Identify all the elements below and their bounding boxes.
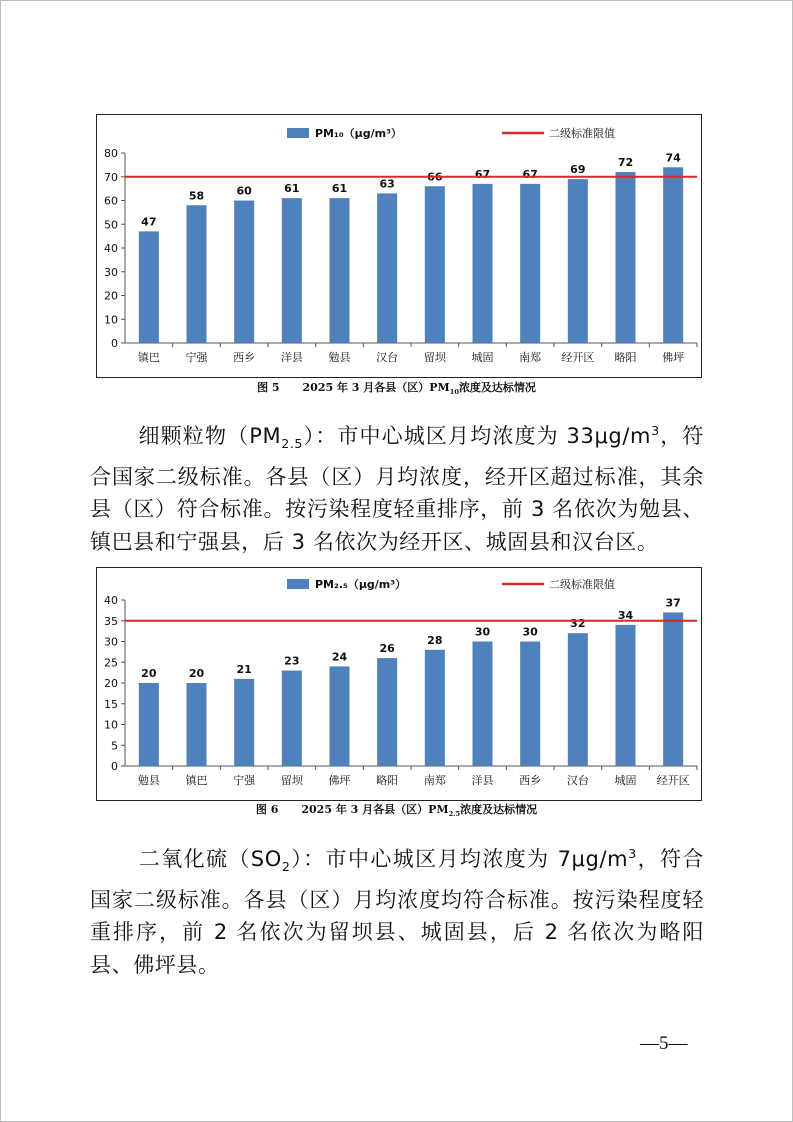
data-label: 30 (522, 625, 538, 639)
x-tick-label: 镇巴 (185, 774, 208, 787)
y-tick-label: 15 (104, 697, 118, 711)
data-label: 30 (474, 625, 491, 639)
y-tick-label: 10 (104, 718, 118, 732)
data-label: 69 (570, 163, 586, 177)
figure5-caption (0, 379, 793, 396)
bar (472, 184, 492, 343)
legend-series-swatch (287, 579, 309, 589)
bar (282, 671, 302, 766)
y-tick-label: 5 (111, 739, 118, 753)
p1-a: 细颗粒物（PM (138, 424, 282, 448)
figure5-caption-prefix: 图 5 (257, 381, 280, 394)
p2-a: 二氧化硫（SO (138, 847, 282, 871)
bar (139, 683, 159, 766)
bar (520, 642, 540, 767)
chart-legend (287, 577, 615, 591)
x-tick-label: 洋县 (280, 351, 303, 364)
x-tick-label: 略阳 (614, 351, 637, 364)
x-tick-label: 勉县 (137, 774, 160, 787)
bar (615, 625, 635, 766)
x-tick-label: 勉县 (328, 351, 351, 364)
data-label: 32 (570, 617, 586, 631)
x-tick-label: 留坝 (280, 774, 303, 787)
bar (377, 193, 397, 343)
p2-c: ，符合国家二级标准。各县（区）月均浓度均符合标准。按污染程度轻重排序，前 2 名依次为留坝县、城固县，后 2 名依次为略阳县、佛坪县。 (90, 847, 705, 977)
x-tick-label: 西乡 (233, 351, 256, 364)
figure6-caption-suffix: 浓度及达标情况 (460, 803, 538, 816)
y-tick-label: 50 (104, 218, 118, 232)
y-tick-label: 20 (104, 677, 118, 690)
x-tick-label: 略阳 (376, 774, 399, 787)
pm10-chart-svg (97, 115, 701, 377)
legend-series-label: PM₁₀（μg/m³） (315, 127, 402, 140)
pm25-chart-svg (97, 568, 701, 800)
data-label: 23 (284, 654, 300, 668)
data-label: 26 (379, 642, 395, 656)
data-label: 58 (188, 189, 205, 203)
bar (234, 201, 254, 344)
bar (186, 683, 206, 766)
data-label: 37 (665, 596, 681, 610)
figure6-caption-text: 2025 年 3 月各县（区）PM (301, 803, 449, 816)
x-tick-label: 城固 (614, 774, 637, 787)
p1-b: ）：市中心城区月均浓度为 33μg/m (303, 424, 652, 448)
paragraph-pm25 (90, 415, 704, 558)
data-label: 74 (665, 151, 681, 165)
data-label: 20 (141, 667, 157, 680)
p2-sub: 2 (281, 859, 291, 875)
bar (425, 186, 445, 343)
x-tick-label: 佛坪 (662, 351, 685, 364)
y-tick-label: 25 (104, 656, 118, 670)
data-label: 20 (188, 667, 205, 680)
data-label: 63 (379, 177, 395, 191)
bar (377, 658, 397, 766)
bar (615, 172, 635, 343)
data-label: 67 (522, 167, 538, 181)
data-label: 61 (331, 182, 348, 196)
x-tick-label: 城固 (471, 351, 494, 364)
x-tick-label: 经开区 (561, 351, 595, 364)
legend-series-label: PM₂.₅（μg/m³） (315, 578, 407, 591)
data-label: 60 (236, 184, 252, 198)
figure6-caption-sub: 2.5 (448, 810, 461, 819)
p1-sub: 2.5 (281, 436, 304, 452)
bar (472, 642, 492, 767)
data-label: 67 (474, 167, 491, 181)
data-label: 61 (284, 182, 300, 196)
bar (568, 633, 588, 766)
y-tick-label: 30 (104, 635, 118, 649)
bar (329, 198, 349, 343)
bar (329, 666, 349, 766)
chart-legend (287, 126, 615, 140)
figure5-caption-text: 2025 年 3 月各县（区）PM (302, 381, 450, 394)
page-number: —5— (640, 1033, 688, 1054)
figure5-caption-sub: 10 (449, 388, 459, 397)
x-tick-label: 经开区 (656, 774, 690, 787)
y-tick-label: 40 (104, 594, 118, 607)
x-tick-label: 西乡 (519, 774, 542, 787)
pm25-chart (96, 567, 702, 801)
data-label: 24 (331, 650, 348, 664)
y-tick-label: 10 (104, 313, 118, 327)
data-label: 34 (617, 608, 634, 622)
bar (663, 167, 683, 343)
bar (234, 679, 254, 766)
legend-series-swatch (287, 128, 309, 138)
x-tick-label: 宁强 (185, 351, 208, 364)
bar (520, 184, 540, 343)
y-tick-label: 40 (104, 242, 118, 255)
bar (425, 650, 445, 766)
x-tick-label: 南郑 (519, 351, 542, 364)
bar (282, 198, 302, 343)
x-tick-label: 汉台 (376, 351, 399, 364)
legend-limit-label: 二级标准限值 (549, 578, 615, 591)
x-tick-label: 宁强 (233, 774, 256, 787)
x-tick-label: 南郑 (423, 774, 446, 787)
data-label: 66 (427, 170, 443, 184)
paragraph-so2 (90, 838, 704, 981)
y-tick-label: 35 (104, 614, 118, 628)
y-tick-label: 30 (104, 265, 118, 279)
bar (139, 231, 159, 343)
figure5-caption-suffix: 浓度及达标情况 (458, 381, 536, 394)
y-tick-label: 0 (111, 760, 118, 773)
bar (663, 612, 683, 766)
x-tick-label: 留坝 (423, 351, 446, 364)
y-tick-label: 0 (111, 337, 118, 350)
x-tick-label: 镇巴 (137, 351, 160, 364)
data-label: 21 (236, 662, 252, 676)
x-tick-label: 佛坪 (328, 774, 351, 787)
p1-sup: 3 (651, 423, 660, 438)
bar (186, 205, 206, 343)
figure6-caption-prefix: 图 6 (255, 803, 279, 816)
figure6-caption (0, 801, 793, 818)
data-label: 72 (617, 156, 634, 169)
y-tick-label: 20 (104, 289, 118, 303)
p2-sup: 3 (628, 846, 637, 861)
p2-b: ）：市中心城区月均浓度为 7μg/m (290, 847, 629, 871)
data-label: 47 (141, 215, 157, 229)
y-tick-label: 60 (104, 194, 118, 208)
y-tick-label: 70 (104, 170, 118, 184)
x-tick-label: 洋县 (471, 774, 494, 787)
x-tick-label: 汉台 (566, 774, 589, 787)
legend-limit-label: 二级标准限值 (549, 127, 615, 140)
p1-c: ，符合国家二级标准。各县（区）月均浓度，经开区超过标准，其余县（区）符合标准。按污染程度轻重排序，前 3 名依次为勉县、镇巴县和宁强县，后 3 名依次为经开区、城固县和汉台区。 (90, 424, 705, 554)
data-label: 28 (427, 633, 443, 647)
y-tick-label: 80 (104, 147, 118, 160)
pm10-chart (96, 114, 702, 378)
bar (568, 179, 588, 343)
